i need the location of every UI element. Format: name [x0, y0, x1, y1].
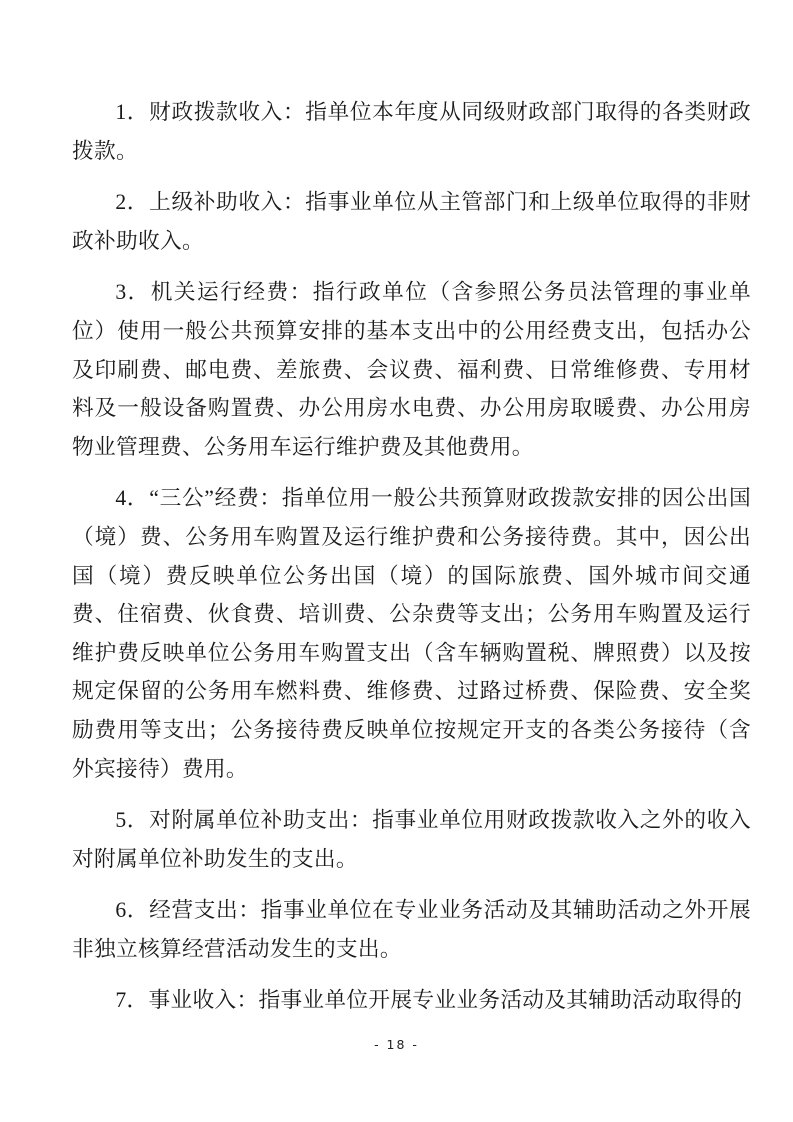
definition-paragraph-4: 4．“三公”经费：指单位用一般公共预算财政拨款安排的因公出国（境）费、公务用车购置及运行维护费和公务接待费。其中，因公出国（境）费反映单位公务出国（境）的国际旅费、国外城市间交通费、住宿费、伙食费、培训费、公杂费等支出；公务用车购置及运行维护费反映单位公务用车购置支出（含车辆购置税、牌照费）以及按规定保留的公务用车燃料费、维修费、过路过桥费、保险费、安全奖励费用等支出；公务接待费反映单位按规定开支的各类公务接待（含外宾接待）费用。	[72, 486, 751, 781]
definition-paragraph-5: 5．对附属单位补助支出：指事业单位用财政拨款收入之外的收入对附属单位补助发生的支出。	[72, 808, 751, 871]
definition-paragraph-6: 6．经营支出：指事业单位在专业业务活动及其辅助活动之外开展非独立核算经营活动发生的支出。	[72, 898, 751, 961]
definition-paragraph-2: 2．上级补助收入：指事业单位从主管部门和上级单位取得的非财政补助收入。	[72, 190, 751, 253]
page-footer	[0, 1036, 793, 1054]
page-number: - 18 -	[374, 1037, 419, 1052]
definition-paragraph-7: 7．事业收入：指事业单位开展专业业务活动及其辅助活动取得的	[115, 988, 743, 1013]
definition-paragraph-1: 1．财政拨款收入：指单位本年度从同级财政部门取得的各类财政拨款。	[72, 100, 751, 163]
document-body	[72, 0, 751, 1020]
definition-paragraph-3: 3．机关运行经费：指行政单位（含参照公务员法管理的事业单位）使用一般公共预算安排的基本支出中的公用经费支出，包括办公及印刷费、邮电费、差旅费、会议费、福利费、日常维修费、专用材料及一般设备购置费、办公用房水电费、办公用房取暖费、办公用房物业管理费、公务用车运行维护费及其他费用。	[72, 280, 751, 459]
